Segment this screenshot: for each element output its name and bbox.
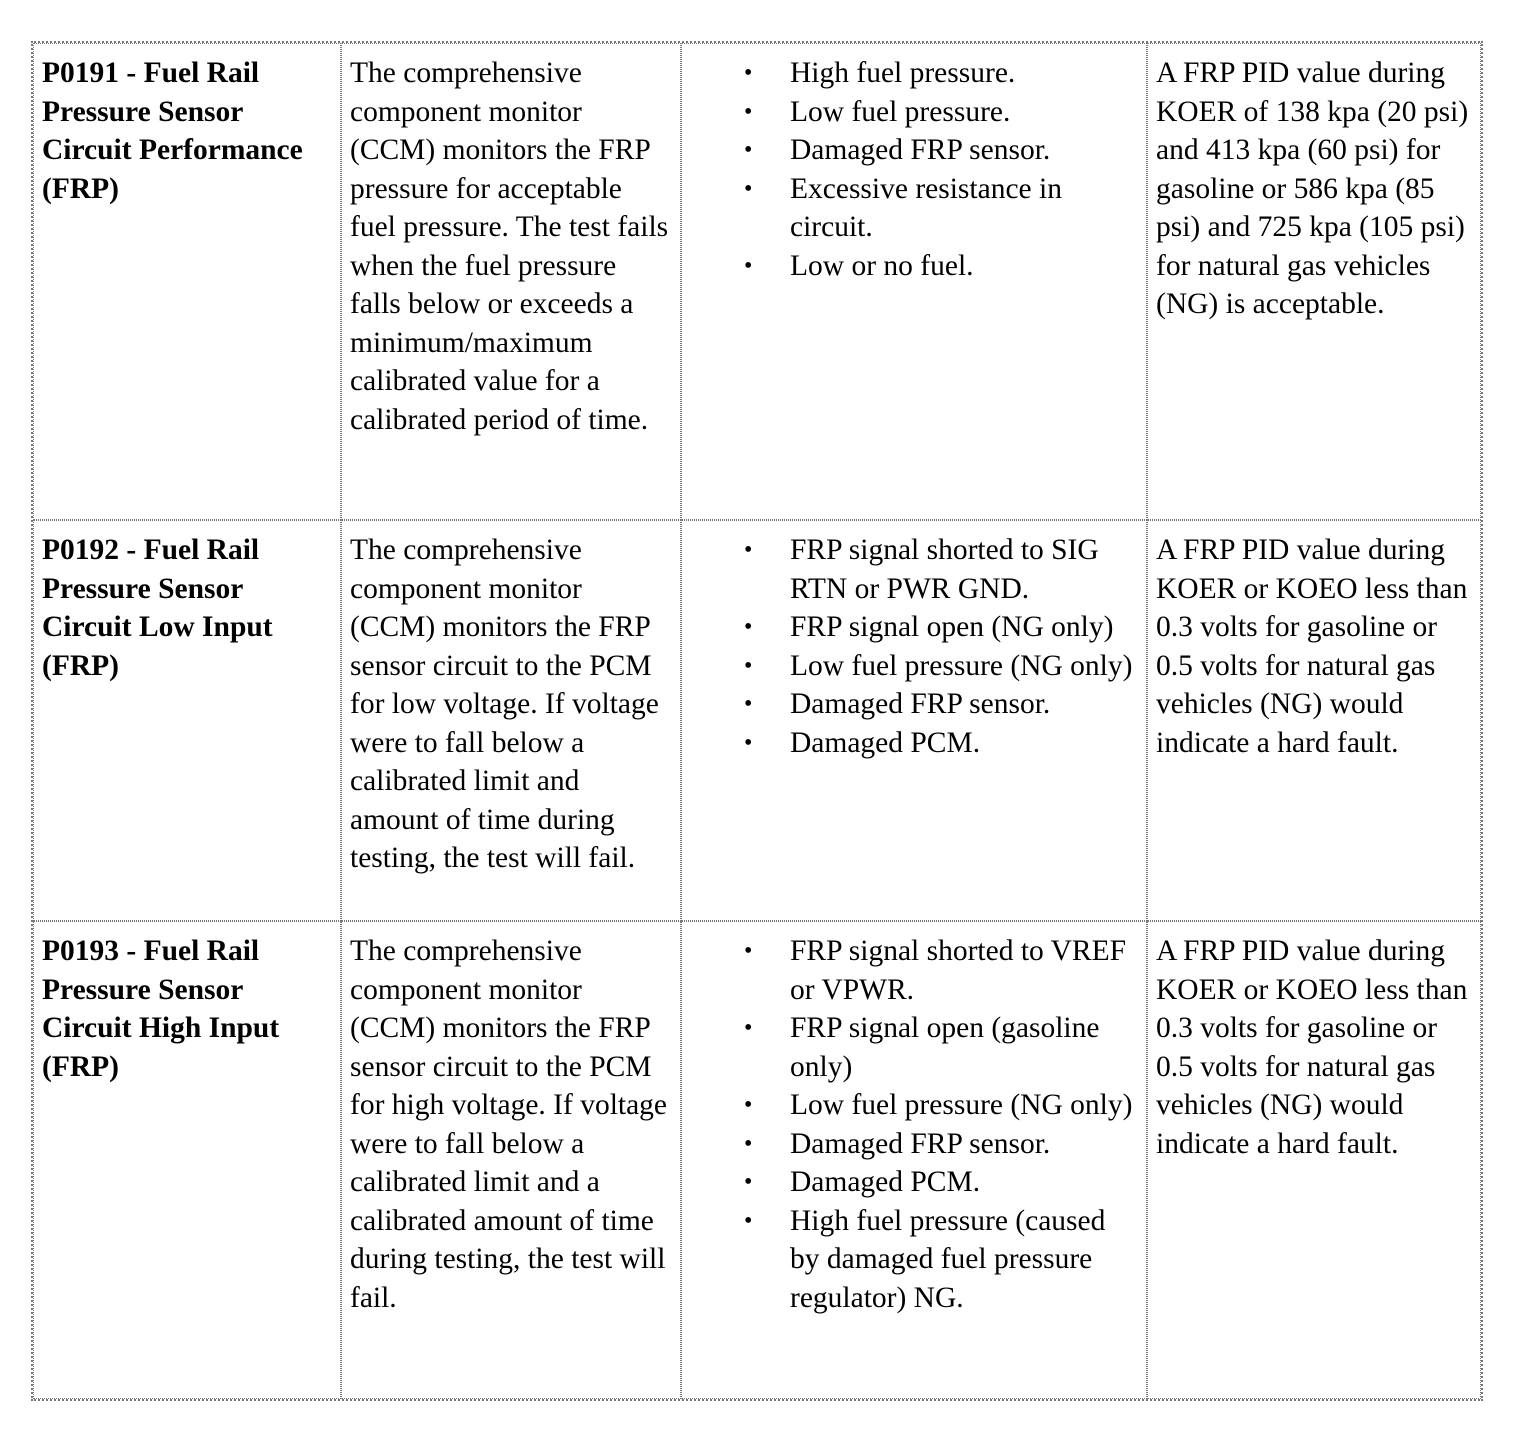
cause-item: • Damaged FRP sensor. bbox=[790, 685, 1138, 724]
dtc-code-cell: P0192 - Fuel Rail Pressure Sensor Circuit Low Input (FRP) bbox=[33, 520, 341, 921]
causes-list bbox=[690, 932, 1138, 1317]
cause-item: • Damaged PCM. bbox=[790, 1163, 1138, 1202]
possible-causes-cell bbox=[681, 520, 1147, 921]
cause-item: • Damaged FRP sensor. bbox=[790, 1125, 1138, 1164]
diagnostic-aid-cell: A FRP PID value during KOER or KOEO less than 0.3 volts for gasoline or 0.5 volts for natural gas vehicles (NG) would indicate a hard fault. bbox=[1147, 921, 1481, 1399]
cause-item: • FRP signal open (NG only) bbox=[790, 608, 1138, 647]
description-cell: The comprehensive component monitor (CCM) monitors the FRP sensor circuit to the PCM for high voltage. If voltage were to fall below a calibrated limit and a calibrated amount of time during testing, the test will fail. bbox=[341, 921, 681, 1399]
cause-item: • Low fuel pressure (NG only) bbox=[790, 647, 1138, 686]
cause-item: • Damaged PCM. bbox=[790, 724, 1138, 763]
cause-item: • Low fuel pressure. bbox=[790, 93, 1138, 132]
causes-list bbox=[690, 531, 1138, 762]
dtc-code-cell: P0193 - Fuel Rail Pressure Sensor Circuit High Input (FRP) bbox=[33, 921, 341, 1399]
cause-item: • FRP signal shorted to VREF or VPWR. bbox=[790, 932, 1138, 1009]
cause-item: • Excessive resistance in circuit. bbox=[790, 170, 1138, 247]
dtc-code-cell: P0191 - Fuel Rail Pressure Sensor Circuit Performance (FRP) bbox=[33, 43, 341, 520]
description-cell: The comprehensive component monitor (CCM) monitors the FRP sensor circuit to the PCM for low voltage. If voltage were to fall below a calibrated limit and amount of time during testing, the test will fail. bbox=[341, 520, 681, 921]
dtc-table bbox=[31, 41, 1483, 1401]
description-cell: The comprehensive component monitor (CCM) monitors the FRP pressure for acceptable fuel pressure. The test fails when the fuel pressure falls below or exceeds a minimum/maximum calibrated value for a calibrated period of time. bbox=[341, 43, 681, 520]
cause-item: • High fuel pressure (caused by damaged fuel pressure regulator) NG. bbox=[790, 1202, 1138, 1318]
cause-item: • Low or no fuel. bbox=[790, 247, 1138, 286]
table-row bbox=[33, 921, 1481, 1399]
cause-item: • Damaged FRP sensor. bbox=[790, 131, 1138, 170]
cause-item: • High fuel pressure. bbox=[790, 54, 1138, 93]
diagnostic-aid-cell: A FRP PID value during KOER or KOEO less than 0.3 volts for gasoline or 0.5 volts for natural gas vehicles (NG) would indicate a hard fault. bbox=[1147, 520, 1481, 921]
possible-causes-cell bbox=[681, 921, 1147, 1399]
table-row bbox=[33, 43, 1481, 520]
cause-item: • Low fuel pressure (NG only) bbox=[790, 1086, 1138, 1125]
cause-item: • FRP signal shorted to SIG RTN or PWR GND. bbox=[790, 531, 1138, 608]
diagnostic-aid-cell: A FRP PID value during KOER of 138 kpa (20 psi) and 413 kpa (60 psi) for gasoline or 586 kpa (85 psi) and 725 kpa (105 psi) for natural gas vehicles (NG) is acceptable. bbox=[1147, 43, 1481, 520]
causes-list bbox=[690, 54, 1138, 285]
table-row bbox=[33, 520, 1481, 921]
possible-causes-cell bbox=[681, 43, 1147, 520]
cause-item: • FRP signal open (gasoline only) bbox=[790, 1009, 1138, 1086]
